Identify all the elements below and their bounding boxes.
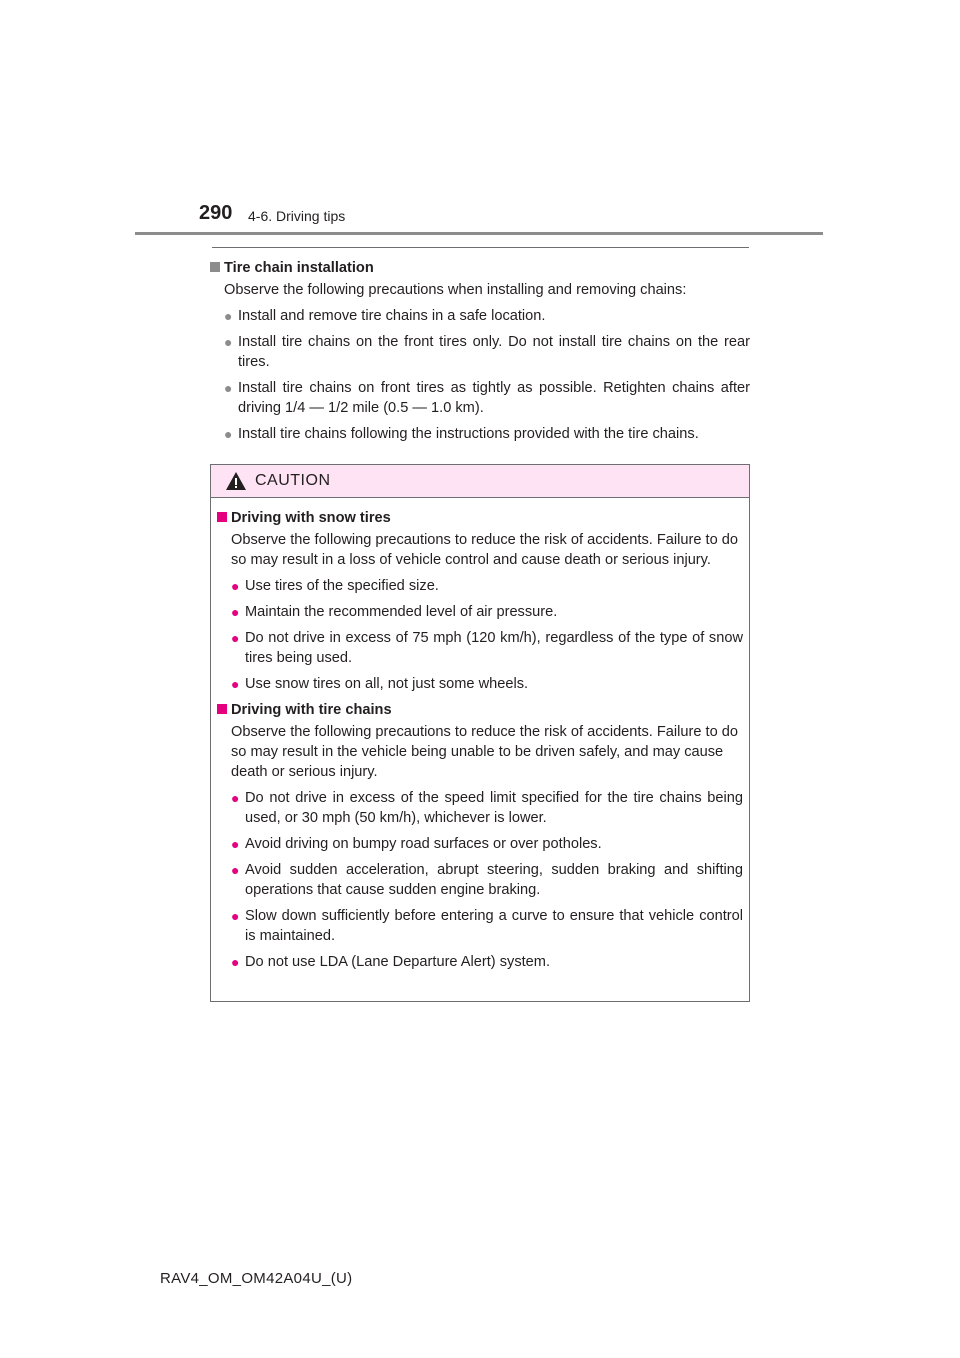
- snow-tires-title: Driving with snow tires: [231, 510, 391, 526]
- caution-box: [210, 464, 750, 1002]
- square-bullet-icon: [217, 512, 227, 522]
- circle-bullet-icon: ●: [224, 380, 233, 396]
- tire-chain-title: Tire chain installation: [224, 260, 374, 276]
- header-rule: [135, 232, 823, 235]
- tire-chain-intro: Observe the following precautions when installing and removing chains:: [224, 282, 687, 298]
- caution-title: CAUTION: [255, 472, 331, 489]
- warning-icon: [225, 471, 247, 491]
- snow-tires-intro: Observe the following precautions to reduce the risk of accidents. Failure to do so may result in a loss of vehicle control and cause death or serious injury.: [231, 532, 738, 568]
- circle-bullet-icon: ●: [231, 908, 240, 924]
- circle-bullet-icon: ●: [231, 676, 240, 692]
- snow-tires-heading: [217, 508, 743, 528]
- list-item: ● Do not drive in excess of 75 mph (120 km/h), regardless of the type of snow tires being used.: [231, 630, 743, 666]
- circle-bullet-icon: ●: [224, 334, 233, 350]
- list-item: ● Avoid driving on bumpy road surfaces or over potholes.: [231, 836, 602, 852]
- list-item: ● Install tire chains following the instructions provided with the tire chains.: [224, 426, 699, 442]
- circle-bullet-icon: ●: [231, 862, 240, 878]
- circle-bullet-icon: ●: [231, 836, 240, 852]
- list-item: ● Avoid sudden acceleration, abrupt steering, sudden braking and shifting operations that cause sudden engine braking.: [231, 862, 743, 898]
- page-number: 290: [199, 202, 233, 224]
- document-code: RAV4_OM_OM42A04U_(U): [160, 1270, 353, 1287]
- list-item: ● Install tire chains on the front tires only. Do not install tire chains on the rear tires.: [224, 334, 750, 370]
- list-item: ● Use tires of the specified size.: [231, 578, 439, 594]
- caution-header: [211, 465, 749, 498]
- circle-bullet-icon: ●: [224, 308, 233, 324]
- tire-chains-title: Driving with tire chains: [231, 702, 392, 718]
- caution-body: [211, 498, 749, 972]
- list-item: ● Do not use LDA (Lane Departure Alert) system.: [231, 954, 550, 970]
- circle-bullet-icon: ●: [224, 426, 233, 442]
- tire-chain-heading: [210, 258, 750, 278]
- circle-bullet-icon: ●: [231, 954, 240, 970]
- list-item: ● Install tire chains on front tires as tightly as possible. Retighten chains after driving 1/4 — 1/2 mile (0.5 — 1.0 km).: [224, 380, 750, 416]
- circle-bullet-icon: ●: [231, 578, 240, 594]
- list-item: ● Install and remove tire chains in a safe location.: [224, 308, 546, 324]
- section-rule: [212, 247, 749, 248]
- square-bullet-icon: [210, 262, 220, 272]
- section-title: 4-6. Driving tips: [248, 208, 346, 224]
- circle-bullet-icon: ●: [231, 604, 240, 620]
- square-bullet-icon: [217, 704, 227, 714]
- circle-bullet-icon: ●: [231, 790, 240, 806]
- circle-bullet-icon: ●: [231, 630, 240, 646]
- tire-chains-heading: [217, 700, 743, 720]
- tire-chain-section: [210, 258, 750, 444]
- list-item: ● Maintain the recommended level of air pressure.: [231, 604, 558, 620]
- list-item: ● Do not drive in excess of the speed limit specified for the tire chains being used, or 30 mph (50 km/h), whichever is lower.: [231, 790, 743, 826]
- tire-chains-intro: Observe the following precautions to reduce the risk of accidents. Failure to do so may result in the vehicle being unable to be driven safely, and may cause death or serious injury.: [231, 724, 738, 780]
- list-item: ● Slow down sufficiently before entering a curve to ensure that vehicle control is maintained.: [231, 908, 743, 944]
- list-item: ● Use snow tires on all, not just some wheels.: [231, 676, 529, 692]
